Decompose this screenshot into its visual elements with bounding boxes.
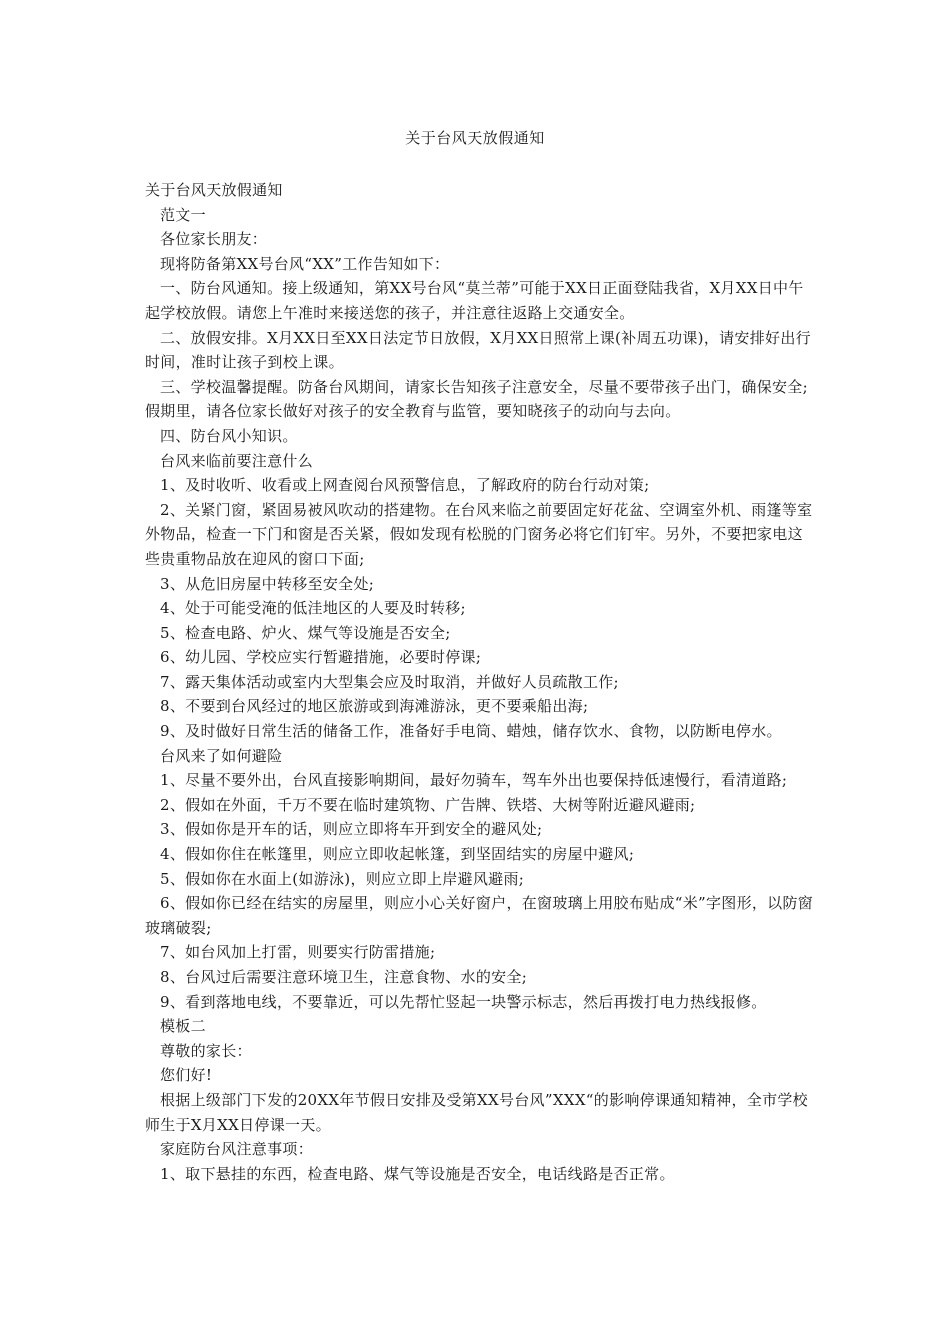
paragraph: 各位家长朋友： [160,230,268,249]
paragraph: 四、防台风小知识。 [160,426,298,445]
paragraph: 范文一 [160,205,206,224]
paragraph: 台风来了如何避险 [160,746,283,765]
paragraph: 6、假如你已经在结实的房屋里，则应小心关好窗户，在窗玻璃上用胶布贴成“米”字图形，以防窗玻璃破裂; [145,894,814,937]
paragraph: 根据上级部门下发的20XX年节假日安排及受第XX号台风”XXX“的影响停课通知精神，全市学校师生于X月XX日停课一天。 [145,1090,808,1134]
paragraph: 二、放假安排。X月XX日至XX日法定节日放假，X月XX日照常上课(补周五功课)，请安排好出行时间，准时让孩子到校上课。 [145,328,811,372]
paragraph: 5、假如你在水面上(如游泳)，则应立即上岸避风避雨; [160,869,525,888]
document-body [145,178,815,1186]
paragraph: 2、假如在外面，千万不要在临时建筑物、广告牌、铁塔、大树等附近避风避雨; [160,795,696,814]
paragraph: 现将防备第XX号台风“XX”工作告知如下： [160,254,450,273]
paragraph: 台风来临前要注意什么 [160,451,314,470]
paragraph: 9、及时做好日常生活的储备工作，准备好手电筒、蜡烛，储存饮水、食物，以防断电停水。 [160,722,782,741]
paragraph: 家庭防台风注意事项： [160,1140,314,1159]
paragraph: 7、如台风加上打雷，则要实行防雷措施; [160,943,436,962]
paragraph: 7、露天集体活动或室内大型集会应及时取消，并做好人员疏散工作; [160,672,619,691]
paragraph: 4、假如你住在帐篷里，则应立即收起帐篷，到坚固结实的房屋中避风; [160,845,635,864]
paragraph: 一、防台风通知。接上级通知，第XX号台风“莫兰蒂”可能于XX日正面登陆我省，X月XX日中午起学校放假。请您上午准时来接送您的孩子，并注意往返路上交通安全。 [145,279,804,322]
paragraph: 9、看到落地电线，不要靠近，可以先帮忙竖起一块警示标志，然后再拨打电力热线报修。 [160,992,767,1011]
paragraph: 1、取下悬挂的东西，检查电路、煤气等设施是否安全，电话线路是否正常。 [160,1164,675,1183]
paragraph: 1、及时收听、收看或上网查阅台风预警信息，了解政府的防台行动对策; [160,476,650,495]
paragraph: 1、尽量不要外出，台风直接影响期间，最好勿骑车，驾车外出也要保持低速慢行，看清道路; [160,771,788,790]
paragraph: 3、从危旧房屋中转移至安全处; [160,574,375,593]
paragraph: 4、处于可能受淹的低洼地区的人要及时转移; [160,599,466,618]
paragraph: 三、学校温馨提醒。防备台风期间，请家长告知孩子注意安全，尽量不要带孩子出门，确保安全;假期里，请各位家长做好对孩子的安全教育与监管，要知晓孩子的动向与去向。 [145,377,808,421]
paragraph-heading: 关于台风天放假通知 [145,181,283,199]
paragraph: 8、不要到台风经过的地区旅游或到海滩游泳，更不要乘船出海; [160,697,589,716]
paragraph: 模板二 [160,1017,206,1036]
paragraph: 您们好! [160,1066,213,1085]
paragraph: 8、台风过后需要注意环境卫生，注意食物、水的安全; [160,968,528,986]
paragraph: 2、关紧门窗，紧固易被风吹动的搭建物。在台风来临之前要固定好花盆、空调室外机、雨篷等室外物品，检查一下门和窗是否关紧，假如发现有松脱的门窗务必将它们钉牢。另外，不要把家电这些贵重物品放在迎风的窗口下面; [145,500,813,568]
paragraph: 3、假如你是开车的话，则应立即将车开到安全的避风处; [160,820,543,839]
paragraph: 尊敬的家长： [160,1041,252,1060]
document-title: 关于台风天放假通知 [405,129,545,147]
paragraph: 6、幼儿园、学校应实行暂避措施，必要时停课; [160,648,482,667]
paragraph: 5、检查电路、炉火、煤气等设施是否安全; [160,623,451,642]
